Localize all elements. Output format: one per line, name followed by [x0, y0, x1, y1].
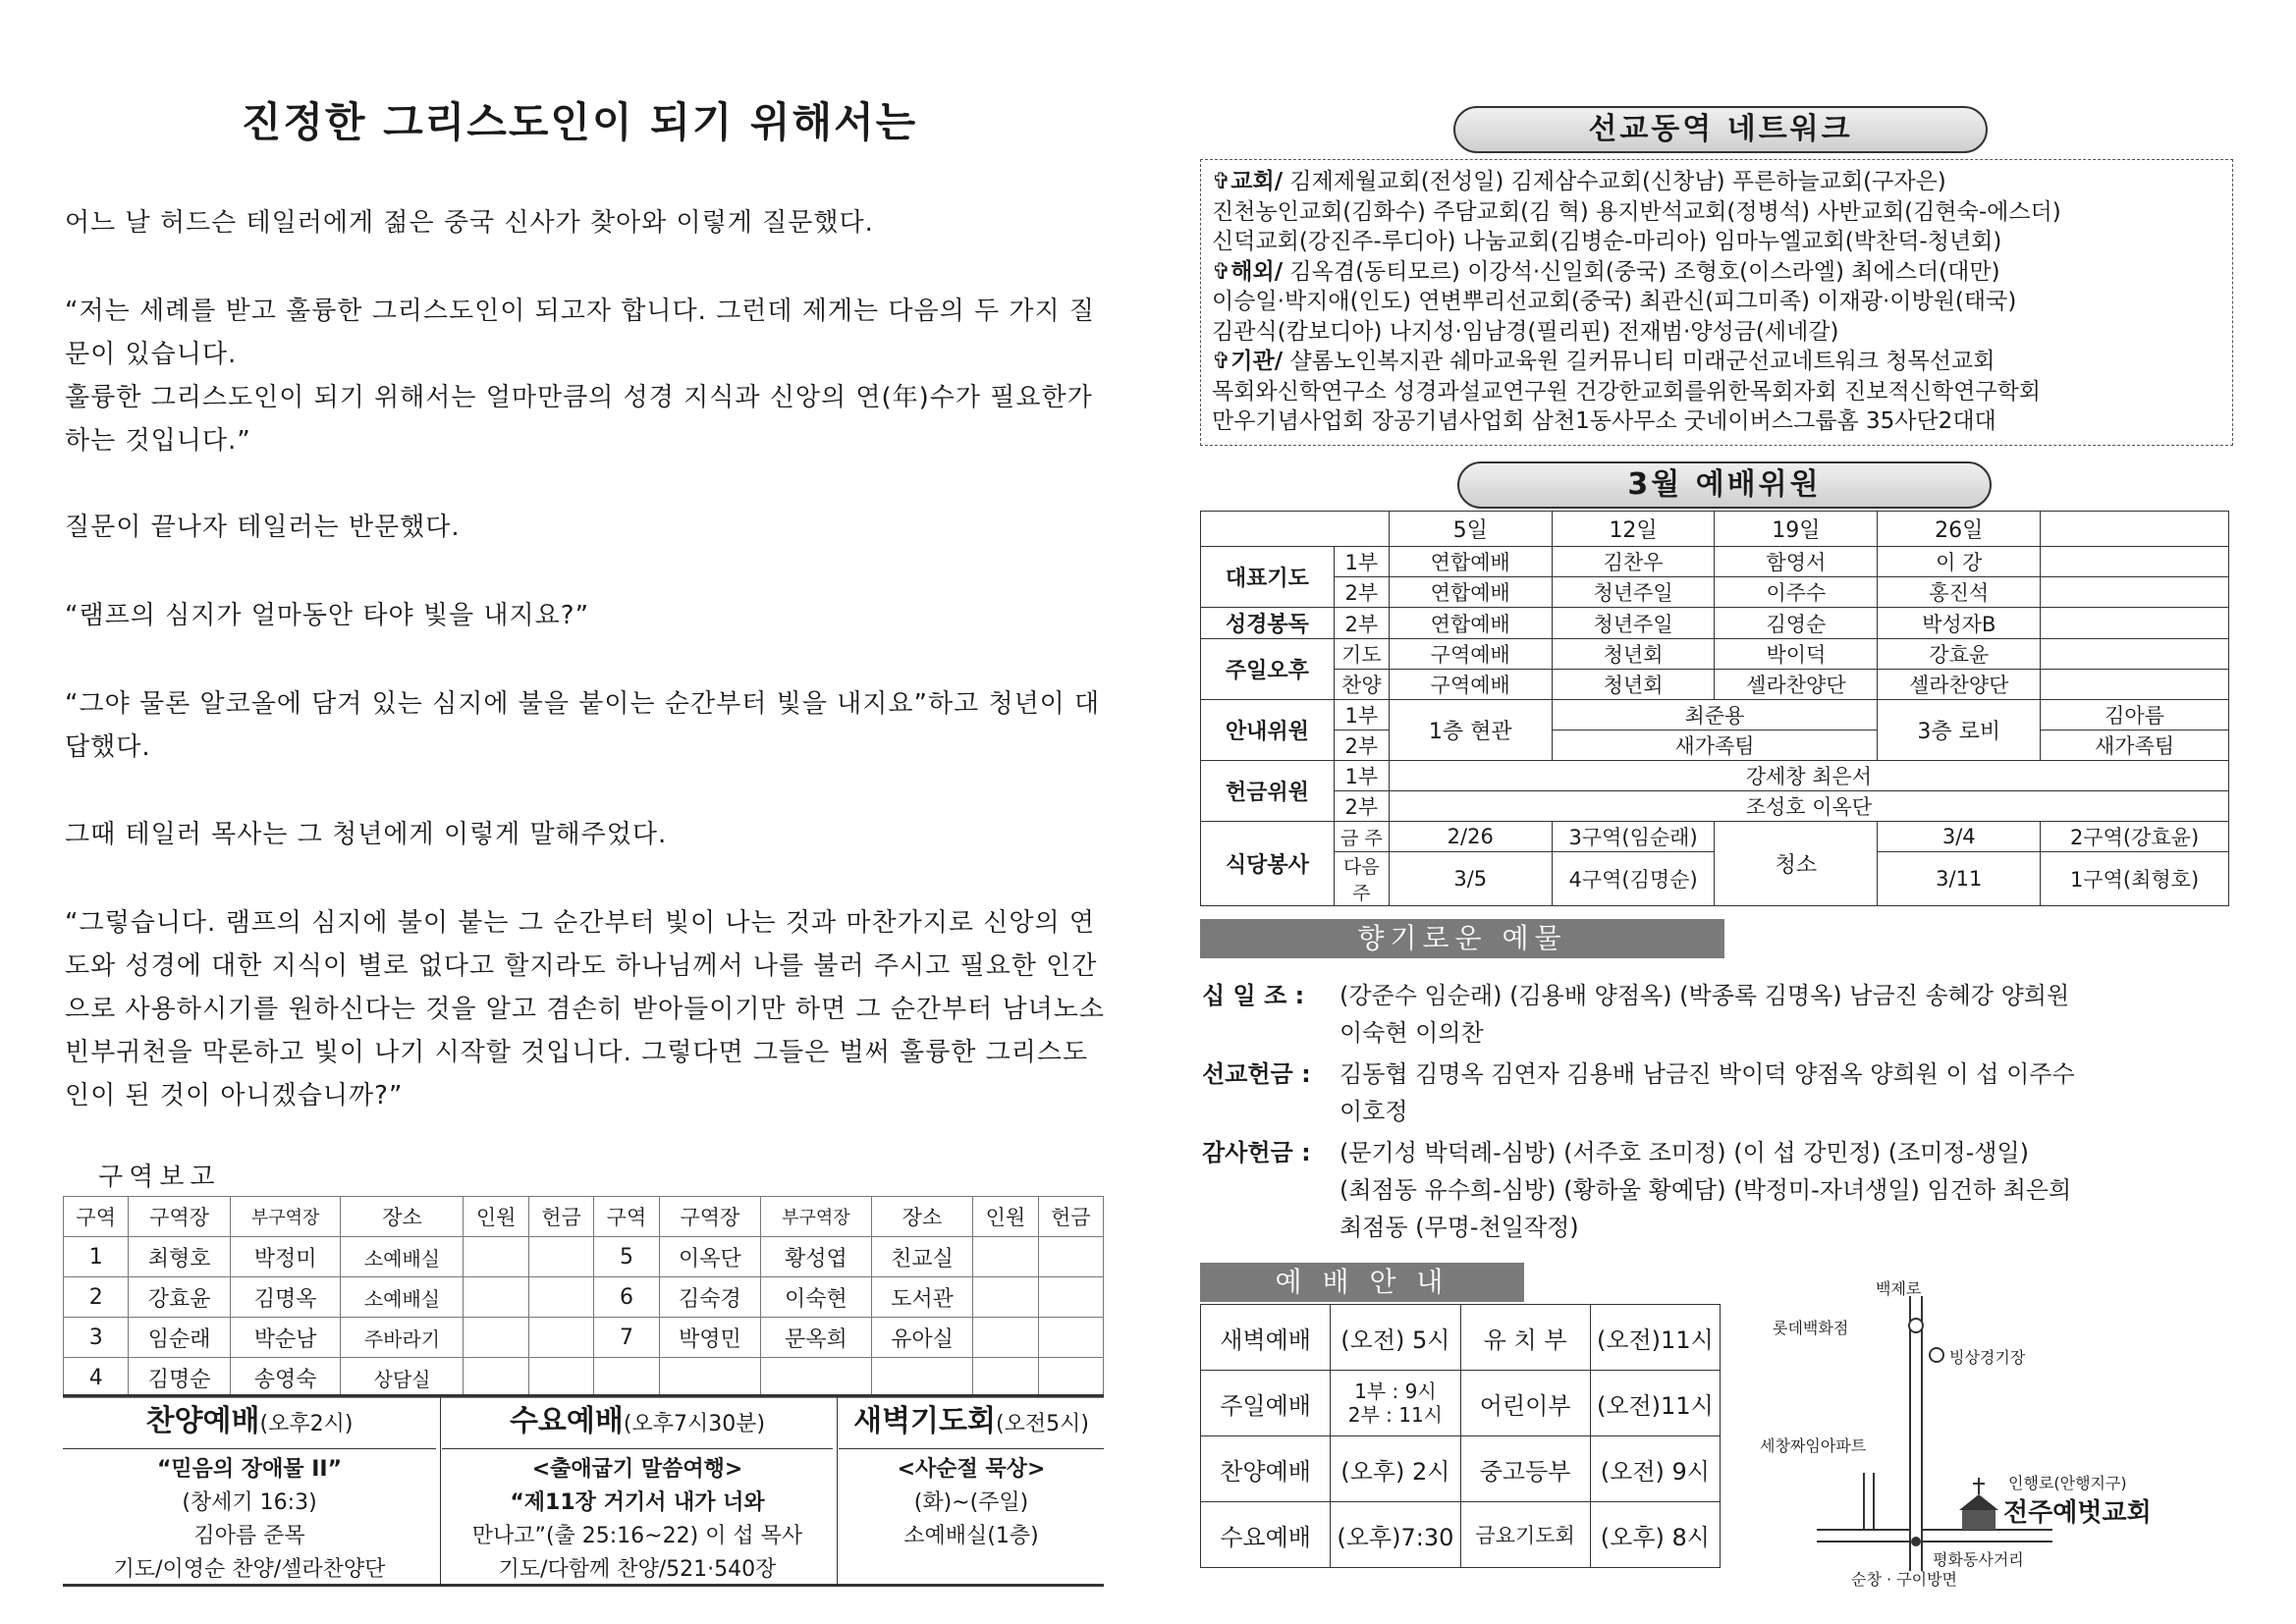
- header-cell: 장소: [871, 1197, 972, 1237]
- article-paragraph-1: 어느 날 허드슨 테일러에게 젊은 중국 신사가 찾아와 이렇게 질문했다.: [65, 208, 874, 238]
- weekly-services-box: [63, 1394, 1104, 1587]
- offering-mission: 선교헌금 : 김동협 김명옥 김연자 김용배 남금진 박이덕 양점옥 양희원 이 섭 이주수 이호정: [1202, 1060, 2075, 1125]
- network-line: 이승일·박지애(인도) 연변뿌리선교회(중국) 최관신(피그미족) 이재광·이방원(태국): [1212, 289, 2017, 314]
- stadium-marker: [1930, 1348, 1943, 1362]
- table-row: 수요예배 (오후)7:30 금요기도회 (오후) 8시: [1201, 1502, 1721, 1568]
- article-title: 진정한 그리스도인이 되기 위해서는: [241, 98, 918, 146]
- district-report-title: 구역보고: [98, 1163, 221, 1192]
- map-label-road-top: 백제로: [1876, 1279, 1922, 1298]
- network-line: 신덕교회(강진주-루디아) 나눔교회(김병순-마리아) 임마누엘교회(박찬덕-청년회): [1212, 229, 2002, 254]
- article-paragraph-4: “램프의 심지가 얼마동안 타야 빛을 내지요?”: [65, 601, 590, 630]
- network-line: 김관식(캄보디아) 나지성·임남경(필리핀) 전재범·양성금(세네갈): [1212, 318, 1839, 345]
- header-cell: 구역: [64, 1197, 129, 1237]
- network-line: 만우기념사업회 장공기념사업회 삼천1동사무소 굿네이버스그룹홈 35사단2대대: [1212, 408, 1996, 434]
- map-label-bottom: 순창 · 구이방면: [1851, 1570, 1957, 1589]
- table-row: 새벽예배 (오전) 5시 유 치 부 (오전)11시: [1201, 1305, 1721, 1371]
- network-line: ✞교회/ 김제제월교회(전성일) 김제삼수교회(신창남) 푸른하늘교회(구자은): [1212, 169, 1946, 194]
- map-label-stadium: 빙상경기장: [1949, 1348, 2026, 1367]
- header-cell: 인원: [973, 1197, 1038, 1237]
- header-cell: 부구역장: [761, 1197, 872, 1237]
- table-row: 찬양예배 (오후) 2시 중고등부 (오전) 9시: [1201, 1436, 1721, 1502]
- table-row: 2 강효윤 김명옥 소예배실 6 김숙경 이숙현 도서관: [64, 1277, 1104, 1318]
- network-line: ✞기관/ 샬롬노인복지관 쉐마교육원 길커뮤니티 미래군선교네트워크 청목선교회: [1212, 349, 1995, 374]
- table-row: 4 김명순 송영숙 상담실: [64, 1358, 1104, 1398]
- header-cell: 장소: [341, 1197, 464, 1237]
- map-label-inhaeng: 인행로(안행지구): [2008, 1474, 2127, 1492]
- article-paragraph-2: “저는 세례를 받고 훌륭한 그리스도인이 되고자 합니다. 그런데 제게는 다음의 두 가지 질문이 있습니다. 훌륭한 그리스도인이 되기 위해서는 얼마만큼의 성경 지식과 신앙의 연(年)수가 필요한가 하는 것입니다.”: [65, 297, 1095, 456]
- network-list: [1212, 167, 2233, 437]
- table-row: 주일예배 1부 : 9시 2부 : 11시 어린이부 (오전)11시: [1201, 1371, 1721, 1436]
- network-line: 목회와신학연구소 성경과설교연구원 건강한교회를위한목회자회 진보적신학연구학회: [1212, 378, 2041, 405]
- header-cell: 구역장: [659, 1197, 760, 1237]
- network-line: 진천농인교회(김화수) 주담교회(김 혁) 용지반석교회(정병석) 사반교회(김현숙-에스더): [1212, 198, 2061, 225]
- divider: [837, 1397, 838, 1584]
- table-row: 3 임순래 박순남 주바라기 7 박영민 문옥희 유아실: [64, 1318, 1104, 1358]
- article-paragraph-6: 그때 테일러 목사는 그 청년에게 이렇게 말해주었다.: [65, 820, 668, 849]
- header-cell: 헌금: [528, 1197, 593, 1237]
- article-paragraph-5: “그야 물론 알코올에 담겨 있는 심지에 불을 붙이는 순간부터 빛을 내지요”하고 청년이 대답했다.: [65, 689, 1101, 762]
- sunday-service-time: 1부 : 9시: [1354, 1380, 1437, 1403]
- church-icon: [1959, 1478, 1998, 1530]
- network-line: ✞해외/ 김옥겸(동티모르) 이강석·신일회(중국) 조형호(이스라엘) 최에스더(대만): [1212, 258, 2000, 285]
- header-cell: 부구역장: [230, 1197, 341, 1237]
- wednesday-service: 수요예배(오후7시30분) <출애굽기 말씀여행> “제11장 거기서 내가 너와 만나고”(출 25:16~22) 이 섭 목사 기도/다함께 찬양/521·540장: [442, 1397, 833, 1584]
- article-paragraph-7: “그렇습니다. 램프의 심지에 불이 붙는 그 순간부터 빛이 나는 것과 마찬가지로 신앙의 연도와 성경에 대한 지식이 별로 없다고 할지라도 하나님께서 나를 불러 주시고 필요한 인간으로 사용하시기를 원하신다는 것을 알고 겸손히 받아들이기만 하면 그 순간부터 남녀노소 빈부귀천을 막론하고 빛이 나기 시작할 것입니다. 그렇다면 그들은 벌써 훌륭한 그리스도인이 된 것이 아니겠습니까?”: [65, 908, 1105, 1110]
- network-title: 선교동역 네트워크: [1453, 106, 1988, 153]
- article-paragraph-3: 질문이 끝나자 테일러는 반문했다.: [65, 513, 461, 542]
- schedule-title: 예 배 안 내: [1200, 1263, 1524, 1302]
- district-report-table: [63, 1196, 1104, 1398]
- map-label-lotte: 롯데백화점: [1773, 1319, 1849, 1337]
- table-header-row: [64, 1197, 1104, 1237]
- map-label-church: 전주예벗교회: [2003, 1498, 2152, 1528]
- offering-thanks: 감사헌금 : (문기성 박덕례-심방) (서주호 조미정) (이 섭 강민정) (조미정-생일) (최점동 유수희-심방) (황하울 황예담) (박정미-자녀생일) 임건하 최은희 최점동 (무명-천일작정): [1202, 1139, 2072, 1241]
- lotte-marker: [1909, 1319, 1923, 1332]
- divider: [440, 1397, 441, 1584]
- worship-committee-table: 5일 12일 19일 26일 대표기도 1부 연합예배 김찬우 함영서 이 강 2부 연합예배 청년주일 이주수 홍진석 성경봉독 2부 연합예배 청년주일 김영순 박성자B 주일오후 기도 구역예배 청년회 박이덕 강효윤 찬양 구역예배 청년회 셀라찬양단 셀라찬양단 안내위원 1부 1층 현관 최준용 3층 로비 김아름 2부 새가족팀 새가족팀 헌금위원 1부 강세창 최은서 2부 조성호 이옥단 식당봉사 금 주 2/26 3구역(임순래) 청소 3/4 2구역(강효윤) 다음주 3/5 4구역(김명순) 3/11 1구역(최형호): [1200, 511, 2229, 906]
- header-cell: 인원: [464, 1197, 528, 1237]
- worship-schedule-table: [1200, 1304, 1721, 1568]
- worship-committee-title: 3월 예배위원: [1457, 461, 1992, 509]
- map-label-crossing: 평화동사거리: [1933, 1550, 2024, 1569]
- offering-title: 향기로운 예물: [1200, 919, 1724, 958]
- church-location-map: [1758, 1276, 2229, 1591]
- header-cell: 구역: [594, 1197, 659, 1237]
- header-cell: 헌금: [1038, 1197, 1103, 1237]
- header-cell: 구역장: [129, 1197, 230, 1237]
- map-label-apt: 세창짜임아파트: [1760, 1436, 1867, 1455]
- sunday-service-times: [1331, 1371, 1460, 1436]
- praise-service: 찬양예배(오후2시) “믿음의 장애물 II” (창세기 16:3) 김아름 준목 기도/이영순 찬양/셀라찬양단: [63, 1397, 436, 1584]
- table-row: 1 최형호 박정미 소예배실 5 이옥단 황성엽 친교실: [64, 1237, 1104, 1277]
- offering-tithe: 십 일 조 : (강준수 임순래) (김용배 양점옥) (박종록 김명옥) 남금진 송혜강 양희원 이숙현 이의찬: [1202, 982, 2070, 1047]
- sunday-service-time: 2부 : 11시: [1347, 1403, 1444, 1427]
- dawn-prayer-service: 새벽기도회(오전5시) <사순절 묵상> (화)~(주일) 소예배실(1층): [839, 1397, 1104, 1584]
